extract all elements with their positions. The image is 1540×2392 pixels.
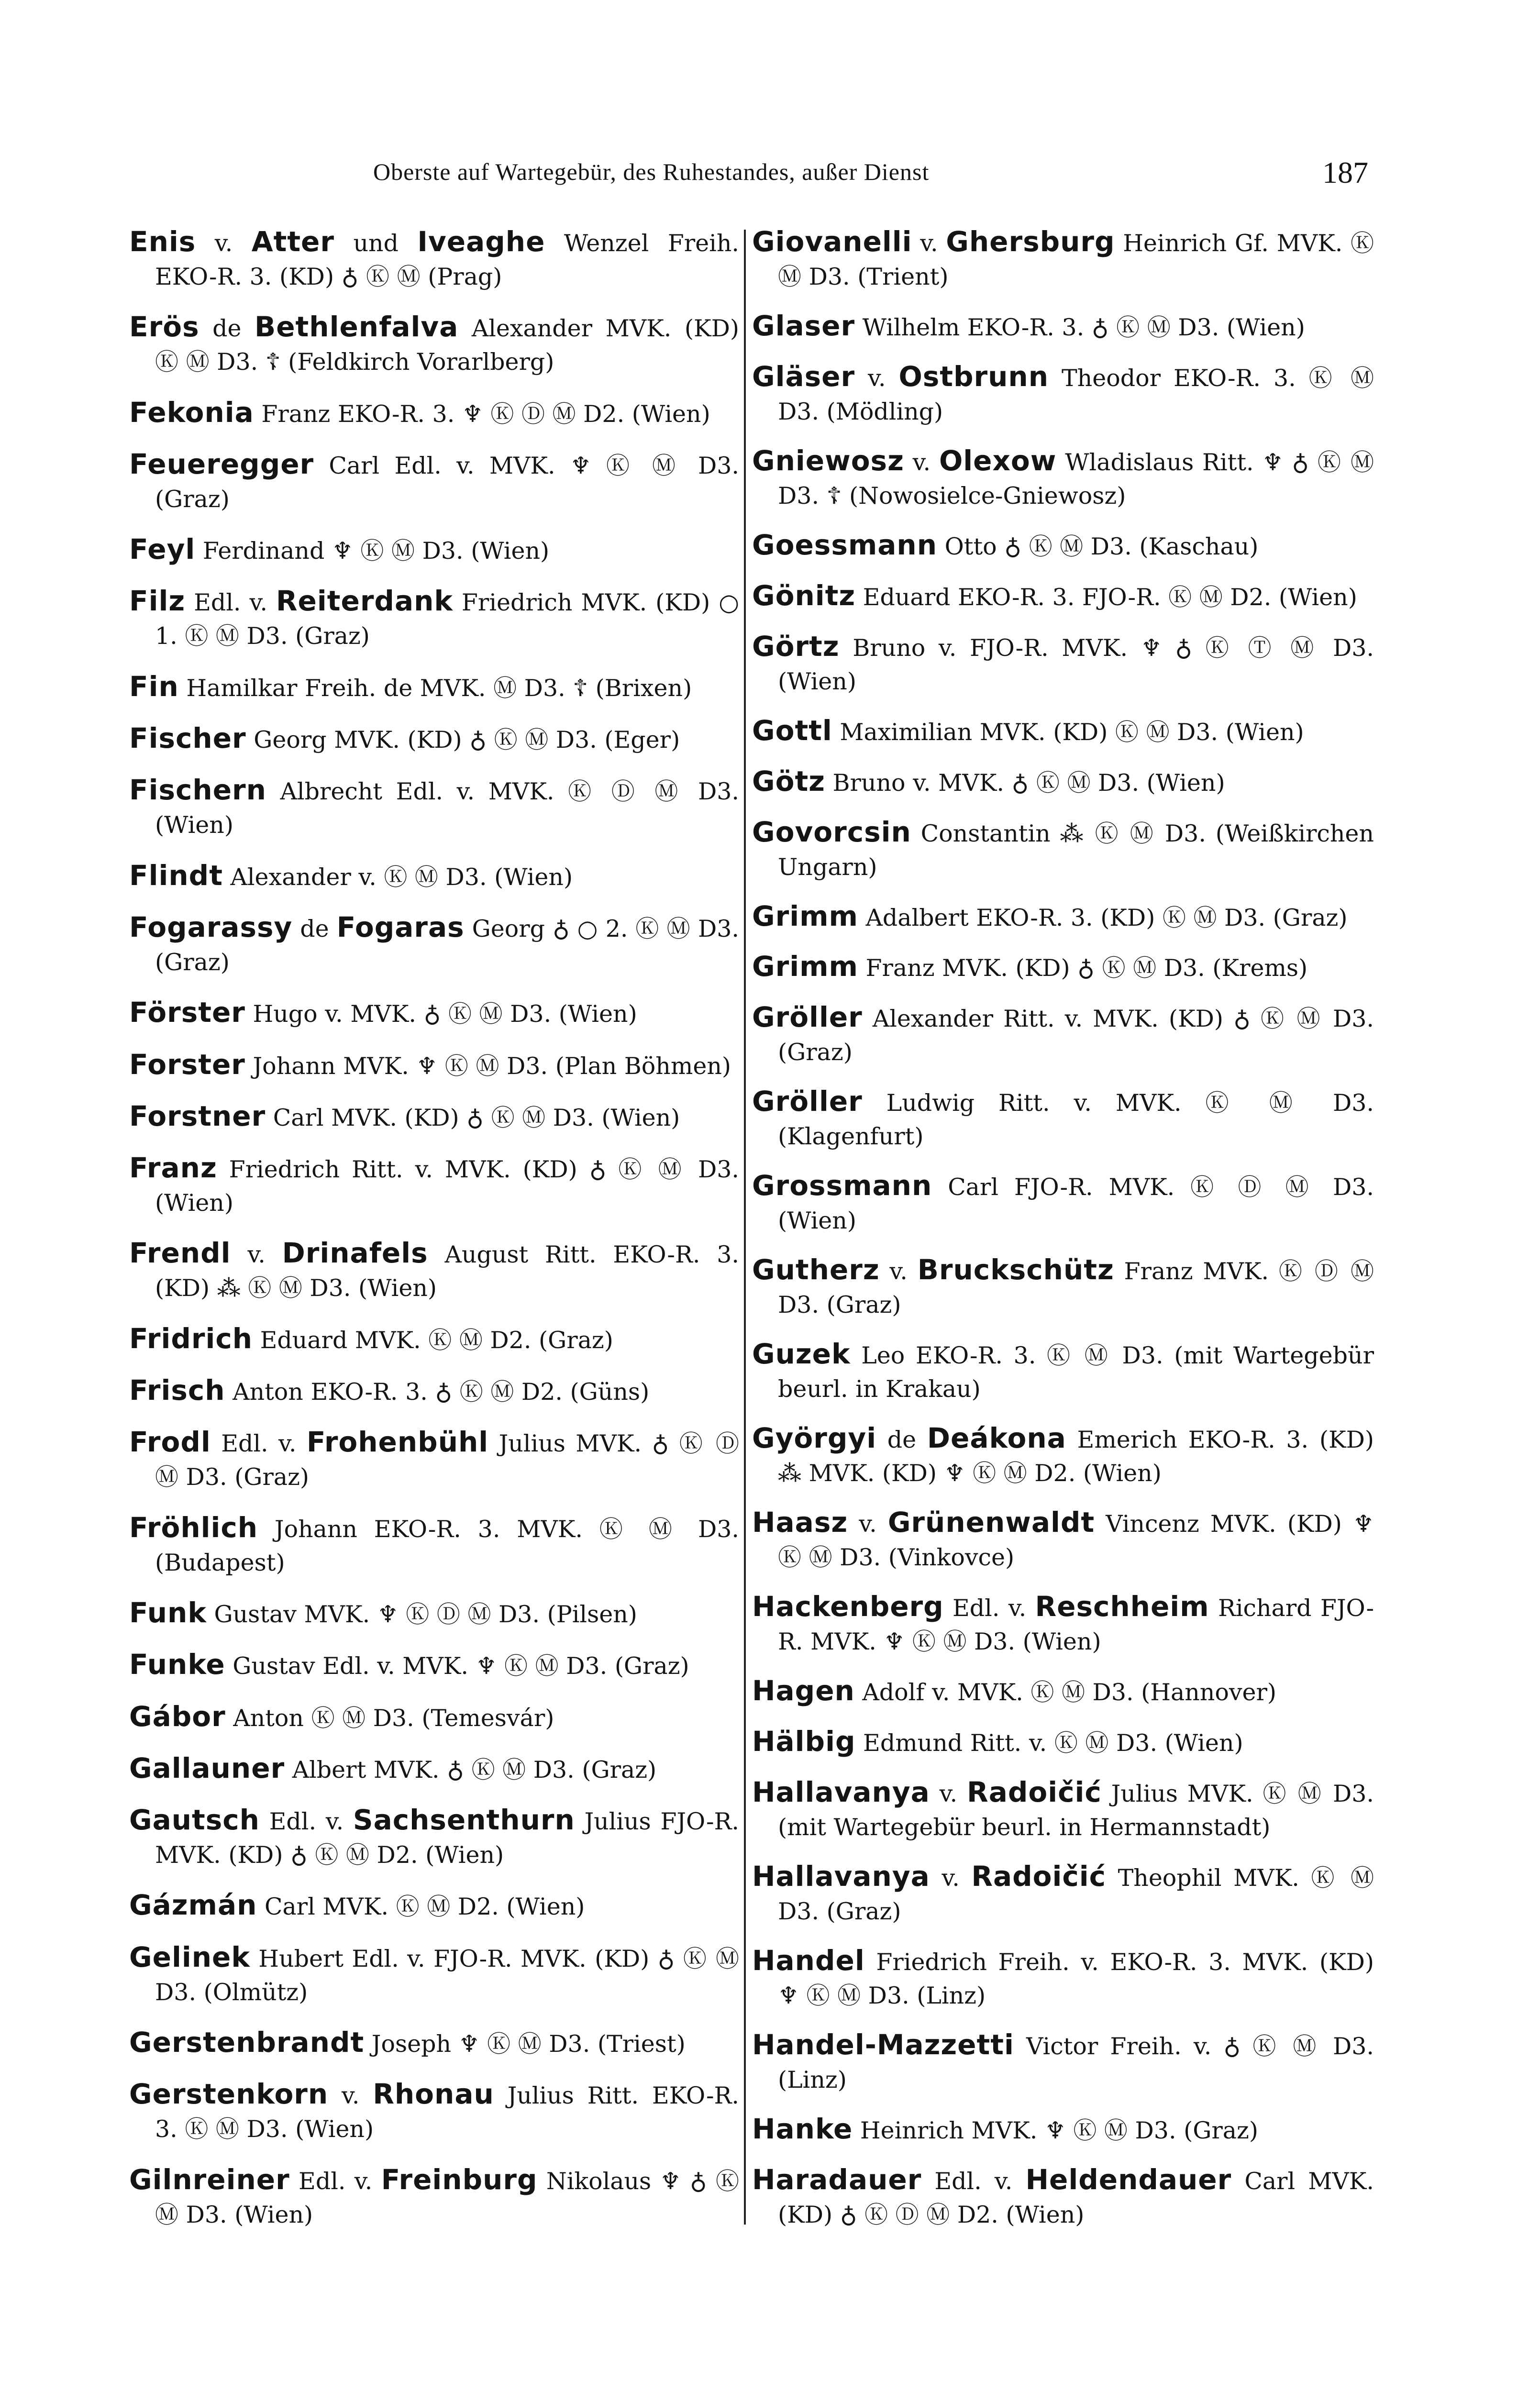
entry-details: August Ritt. EKO-R. 3. (KD) ⁂ Ⓚ Ⓜ D3. (Wien) xyxy=(155,1241,739,1302)
entry-details: Carl FJO-R. MVK. Ⓚ Ⓓ Ⓜ D3. (Wien) xyxy=(778,1174,1374,1235)
entry-surname: Hälbig xyxy=(752,1725,856,1758)
directory-entry xyxy=(752,360,1374,429)
entry-surname: Gábor xyxy=(129,1700,226,1733)
entry-details: Albert MVK. ♁ Ⓚ Ⓜ D3. (Graz) xyxy=(285,1756,657,1783)
entry-details: Gustav MVK. ♆ Ⓚ Ⓓ Ⓜ D3. (Pilsen) xyxy=(206,1600,637,1628)
entry-details: Franz MVK. (KD) ♁ Ⓚ Ⓜ D3. (Krems) xyxy=(858,954,1308,982)
entry-details: Julius MVK. ♁ Ⓚ Ⓓ Ⓜ D3. (Graz) xyxy=(155,1430,740,1491)
entry-surname: Frohenbühl xyxy=(306,1426,489,1459)
entry-surname: Haasz xyxy=(752,1506,848,1539)
directory-entry xyxy=(129,310,739,379)
entry-particle: und xyxy=(334,230,418,257)
directory-entry xyxy=(752,1169,1374,1238)
entry-surname: Forstner xyxy=(129,1099,266,1132)
directory-entry xyxy=(129,1596,739,1631)
directory-entry xyxy=(129,1425,739,1494)
entry-surname: Radoičić xyxy=(967,1775,1102,1808)
directory-entry xyxy=(129,1322,739,1357)
directory-entry xyxy=(129,1803,739,1872)
entry-surname: Reiterdank xyxy=(276,585,453,618)
page-header xyxy=(373,155,1368,196)
entry-surname: Gönitz xyxy=(752,579,856,612)
entry-surname: Gröller xyxy=(752,1001,863,1034)
directory-entry xyxy=(752,1421,1374,1490)
entry-surname: Reschheim xyxy=(1035,1590,1209,1623)
entry-surname: Gläser xyxy=(752,360,855,393)
entry-surname: Bruckschütz xyxy=(917,1253,1114,1286)
directory-entry xyxy=(752,2028,1374,2097)
entry-details: Carl MVK. Ⓚ Ⓜ D2. (Wien) xyxy=(257,1893,585,1921)
entry-particle: Edl. v. xyxy=(259,1808,353,1836)
entry-surname: Görtz xyxy=(752,630,840,663)
directory-entry xyxy=(129,584,739,653)
entry-surname: Erös xyxy=(129,310,199,343)
entry-surname: Govorcsin xyxy=(752,815,911,848)
entry-surname: Fin xyxy=(129,670,179,703)
entry-details: Emerich EKO-R. 3. (KD) ⁂ MVK. (KD) ♆ Ⓚ Ⓜ D2. (Wien) xyxy=(778,1426,1374,1487)
entry-surname: Gniewosz xyxy=(752,444,904,477)
entry-details: Eduard MVK. Ⓚ Ⓜ D2. (Graz) xyxy=(253,1326,613,1354)
entry-details: Friedrich Ritt. v. MVK. (KD) ♁ Ⓚ Ⓜ D3. (Wien) xyxy=(155,1156,739,1217)
directory-entry xyxy=(752,579,1374,614)
directory-entry xyxy=(752,764,1374,800)
entry-details: Johann MVK. ♆ Ⓚ Ⓜ D3. (Plan Böhmen) xyxy=(245,1052,731,1080)
entry-surname: Gilnreiner xyxy=(129,2163,290,2196)
entry-surname: Bethlenfalva xyxy=(255,310,459,343)
entry-surname: Giovanelli xyxy=(752,225,912,258)
directory-entry xyxy=(752,1253,1374,1322)
entry-details: Johann EKO-R. 3. MVK. Ⓚ Ⓜ D3. (Budapest) xyxy=(155,1515,739,1576)
entry-surname: Hanke xyxy=(752,2112,853,2145)
entry-surname: Filz xyxy=(129,585,186,618)
directory-entry xyxy=(129,910,739,979)
directory-entry xyxy=(129,2163,739,2232)
entry-surname: Handel-Mazzetti xyxy=(752,2028,1014,2061)
entry-details: Vincenz MVK. (KD) ♆ Ⓚ Ⓜ D3. (Vinkovce) xyxy=(778,1510,1374,1572)
entry-details: Adolf v. MVK. Ⓚ Ⓜ D3. (Hannover) xyxy=(854,1679,1277,1706)
entry-details: Eduard EKO-R. 3. FJO-R. Ⓚ Ⓜ D2. (Wien) xyxy=(855,583,1357,611)
entry-surname: Gerstenbrandt xyxy=(129,2026,365,2059)
entry-particle: Edl. v. xyxy=(921,2167,1026,2195)
entry-particle: v. xyxy=(855,364,899,392)
entry-surname: Frendl xyxy=(129,1237,231,1270)
entry-surname: Deákona xyxy=(927,1422,1066,1455)
entry-details: Hamilkar Freih. de MVK. Ⓜ D3. ☦ (Brixen) xyxy=(178,674,692,702)
entry-particle: v. xyxy=(328,2082,373,2110)
entry-surname: Iveaghe xyxy=(417,225,545,258)
running-head: Oberste auf Wartegebür, des Ruhestandes, außer Dienst xyxy=(373,158,930,185)
entry-surname: Grimm xyxy=(752,950,858,983)
page-number: 187 xyxy=(1322,155,1368,189)
entry-surname: Freinburg xyxy=(381,2163,538,2196)
entry-surname: Gallauner xyxy=(129,1751,285,1784)
entry-particle: v. xyxy=(930,1780,967,1807)
entry-surname: Haradauer xyxy=(752,2163,922,2196)
entry-details: Nikolaus ♆ ♁ Ⓚ Ⓜ D3. (Wien) xyxy=(155,2167,739,2228)
right-column xyxy=(752,225,1374,2232)
entry-particle: Edl. v. xyxy=(943,1595,1035,1622)
entry-surname: Forster xyxy=(129,1048,245,1081)
entry-details: Anton EKO-R. 3. ♁ Ⓚ Ⓜ D2. (Güns) xyxy=(225,1378,650,1406)
entry-surname: Guzek xyxy=(752,1338,851,1371)
entry-surname: Fogarassy xyxy=(129,910,293,943)
entry-details: Bruno v. FJO-R. MVK. ♆ ♁ Ⓚ Ⓣ Ⓜ D3. (Wien) xyxy=(778,634,1374,695)
entry-details: Julius MVK. Ⓚ Ⓜ D3. (mit Wartegebür beurl. in Hermannstadt) xyxy=(778,1780,1374,1841)
entry-surname: Götz xyxy=(752,764,825,797)
directory-entry xyxy=(129,396,739,431)
directory-entry xyxy=(129,996,739,1031)
directory-entry xyxy=(752,815,1374,884)
directory-entry xyxy=(129,2026,739,2061)
directory-entry xyxy=(752,1590,1374,1659)
entry-surname: Olexow xyxy=(939,444,1057,477)
entry-particle: v. xyxy=(231,1241,282,1269)
entry-details: Albrecht Edl. v. MVK. Ⓚ Ⓓ Ⓜ D3. (Wien) xyxy=(155,778,739,839)
entry-surname: Feueregger xyxy=(129,447,314,480)
directory-entry xyxy=(752,225,1374,294)
directory-entry xyxy=(752,1725,1374,1760)
entry-particle: v. xyxy=(904,448,939,476)
entry-particle: Edl. v. xyxy=(185,589,276,617)
directory-entry xyxy=(752,899,1374,935)
directory-entry xyxy=(752,950,1374,985)
entry-surname: Hallavanya xyxy=(752,1775,930,1808)
entry-details: Ludwig Ritt. v. MVK. Ⓚ Ⓜ D3. (Klagenfurt) xyxy=(778,1089,1374,1151)
entry-particle: v. xyxy=(196,230,252,257)
directory-entry xyxy=(129,1048,739,1083)
entry-surname: Sachsenthurn xyxy=(353,1804,575,1837)
entry-surname: Hallavanya xyxy=(752,1860,930,1893)
entry-details: Wladislaus Ritt. ♆ ♁ Ⓚ Ⓜ D3. ☦ (Nowosielce-Gniewosz) xyxy=(778,448,1374,509)
directory-entry xyxy=(129,1373,739,1409)
directory-entry xyxy=(129,1511,739,1580)
directory-entry xyxy=(129,859,739,894)
entry-details: Adalbert EKO-R. 3. (KD) Ⓚ Ⓜ D3. (Graz) xyxy=(858,904,1348,931)
entry-details: Victor Freih. v. ♁ Ⓚ Ⓜ D3. (Linz) xyxy=(778,2032,1374,2093)
entry-surname: Drinafels xyxy=(282,1237,428,1270)
directory-entry xyxy=(129,447,739,516)
entry-particle: de xyxy=(199,315,255,343)
directory-entry xyxy=(129,225,739,294)
entry-details: Theophil MVK. Ⓚ Ⓜ D3. (Graz) xyxy=(778,1864,1374,1925)
entry-details: Ferdinand ♆ Ⓚ Ⓜ D3. (Wien) xyxy=(195,537,550,565)
entry-surname: Fröhlich xyxy=(129,1511,258,1544)
entry-surname: Fekonia xyxy=(129,396,254,429)
entry-surname: Gutherz xyxy=(752,1253,880,1286)
directory-entry xyxy=(752,444,1374,513)
entry-surname: Fridrich xyxy=(129,1322,253,1355)
entry-details: Friedrich Freih. v. EKO-R. 3. MVK. (KD) ♆ Ⓚ Ⓜ D3. (Linz) xyxy=(778,1948,1374,2009)
entry-details: Georg ♁ ○ 2. Ⓚ Ⓜ D3. (Graz) xyxy=(155,915,739,976)
entry-surname: Grossmann xyxy=(752,1169,932,1202)
entry-details: Alexander MVK. (KD) Ⓚ Ⓜ D3. ☦ (Feldkirch Vorarlberg) xyxy=(155,315,739,376)
entry-particle: de xyxy=(876,1426,927,1454)
entry-details: Bruno v. MVK. ♁ Ⓚ Ⓜ D3. (Wien) xyxy=(825,769,1225,797)
directory-entry xyxy=(752,528,1374,564)
entry-surname: Hackenberg xyxy=(752,1590,944,1623)
entry-details: Georg MVK. (KD) ♁ Ⓚ Ⓜ D3. (Eger) xyxy=(246,726,680,754)
entry-surname: Hagen xyxy=(752,1674,855,1707)
entry-details: Leo EKO-R. 3. Ⓚ Ⓜ D3. (mit Wartegebür beurl. in Krakau) xyxy=(778,1342,1374,1403)
entry-surname: Förster xyxy=(129,996,245,1029)
directory-entry xyxy=(752,1775,1374,1844)
left-column xyxy=(129,225,739,2232)
entry-surname: Goessmann xyxy=(752,528,937,561)
entry-details: Carl MVK. (KD) ♁ Ⓚ Ⓓ Ⓜ D2. (Wien) xyxy=(778,2167,1374,2228)
directory-entry xyxy=(752,1944,1374,2013)
entry-particle: Edl. v. xyxy=(289,2167,381,2195)
entry-details: Carl MVK. (KD) ♁ Ⓚ Ⓜ D3. (Wien) xyxy=(266,1104,680,1131)
entry-surname: Ghersburg xyxy=(946,225,1115,258)
entry-surname: Gröller xyxy=(752,1085,863,1118)
entry-surname: Gottl xyxy=(752,714,832,747)
directory-entry xyxy=(129,2077,739,2146)
directory-entry xyxy=(752,2163,1374,2232)
entry-details: Wenzel Freih. EKO-R. 3. (KD) ♁ Ⓚ Ⓜ (Prag) xyxy=(155,230,739,290)
entry-surname: Radoičić xyxy=(971,1860,1107,1893)
directory-entry xyxy=(129,1648,739,1683)
entry-details: Richard FJO-R. MVK. ♆ Ⓚ Ⓜ D3. (Wien) xyxy=(778,1595,1374,1656)
entry-surname: Feyl xyxy=(129,533,196,566)
directory-entry xyxy=(752,1860,1374,1928)
entry-particle: de xyxy=(292,915,337,942)
entry-details: Anton Ⓚ Ⓜ D3. (Temesvár) xyxy=(225,1704,554,1732)
entry-surname: Ostbrunn xyxy=(898,360,1049,393)
entry-surname: Heldendauer xyxy=(1025,2163,1232,2196)
directory-entry xyxy=(129,773,739,842)
entry-details: Carl Edl. v. MVK. ♆ Ⓚ Ⓜ D3. (Graz) xyxy=(155,452,740,513)
entry-details: Theodor EKO-R. 3. Ⓚ Ⓜ D3. (Mödling) xyxy=(778,364,1374,425)
entry-surname: Handel xyxy=(752,1944,865,1977)
entry-surname: Fischer xyxy=(129,722,246,755)
directory-entry xyxy=(129,1940,739,2009)
directory-entry xyxy=(129,1700,739,1735)
directory-entry xyxy=(752,630,1374,698)
entry-particle: v. xyxy=(912,230,946,257)
entry-details: Julius FJO-R. MVK. (KD) ♁ Ⓚ Ⓜ D2. (Wien) xyxy=(155,1808,739,1869)
directory-entry xyxy=(129,670,739,705)
entry-surname: Funke xyxy=(129,1648,225,1681)
entry-details: Wilhelm EKO-R. 3. ♁ Ⓚ Ⓜ D3. (Wien) xyxy=(855,313,1305,341)
entry-details: Gustav Edl. v. MVK. ♆ Ⓚ Ⓜ D3. (Graz) xyxy=(225,1652,689,1680)
directory-entry xyxy=(752,1506,1374,1574)
entry-details: Constantin ⁂ Ⓚ Ⓜ D3. (Weißkirchen Ungarn) xyxy=(778,819,1374,881)
entry-details: Alexander v. Ⓚ Ⓜ D3. (Wien) xyxy=(222,863,573,891)
entry-details: Maximilian MVK. (KD) Ⓚ Ⓜ D3. (Wien) xyxy=(832,718,1304,746)
entry-surname: Frisch xyxy=(129,1374,225,1407)
directory-entry xyxy=(752,1674,1374,1709)
directory-entry xyxy=(129,1099,739,1135)
entry-surname: Gautsch xyxy=(129,1804,260,1837)
entry-surname: Fischern xyxy=(129,774,266,807)
directory-entry xyxy=(129,532,739,568)
directory-entry xyxy=(129,1888,739,1924)
entry-surname: Rhonau xyxy=(373,2078,494,2111)
entry-surname: Frodl xyxy=(129,1426,211,1459)
entry-surname: Enis xyxy=(129,225,196,258)
entry-surname: Glaser xyxy=(752,309,855,342)
directory-entry xyxy=(129,1236,739,1305)
entry-surname: Grimm xyxy=(752,899,858,932)
directory-entry xyxy=(752,309,1374,344)
entry-surname: Gerstenkorn xyxy=(129,2078,329,2111)
entry-surname: Gelinek xyxy=(129,1940,250,1973)
directory-entry xyxy=(129,1151,739,1220)
entry-details: Edmund Ritt. v. Ⓚ Ⓜ D3. (Wien) xyxy=(855,1729,1243,1757)
entry-details: Joseph ♆ Ⓚ Ⓜ D3. (Triest) xyxy=(364,2030,686,2058)
directory-entry xyxy=(129,1751,739,1787)
directory-entry xyxy=(752,1337,1374,1406)
directory-entry xyxy=(129,721,739,757)
entry-surname: Flindt xyxy=(129,859,223,892)
entry-surname: Györgyi xyxy=(752,1422,877,1455)
entry-particle: v. xyxy=(879,1258,918,1285)
entry-surname: Franz xyxy=(129,1152,217,1185)
directory-entry xyxy=(752,1000,1374,1069)
entry-surname: Gázmán xyxy=(129,1889,257,1922)
directory-entry xyxy=(752,714,1374,749)
entry-details: Friedrich MVK. (KD) ○ 1. Ⓚ Ⓜ D3. (Graz) xyxy=(155,589,739,650)
entry-particle: Edl. v. xyxy=(211,1430,307,1458)
directory-entry xyxy=(752,1085,1374,1153)
entry-details: Hugo v. MVK. ♁ Ⓚ Ⓜ D3. (Wien) xyxy=(245,1000,637,1028)
entry-surname: Funk xyxy=(129,1596,207,1629)
entry-details: Heinrich MVK. ♆ Ⓚ Ⓜ D3. (Graz) xyxy=(853,2116,1258,2144)
entry-details: Otto ♁ Ⓚ Ⓜ D3. (Kaschau) xyxy=(937,532,1259,560)
directory-entry xyxy=(752,2112,1374,2148)
entry-particle: v. xyxy=(848,1510,888,1538)
entry-details: Franz MVK. Ⓚ Ⓓ Ⓜ D3. (Graz) xyxy=(778,1258,1374,1319)
entry-details: Hubert Edl. v. FJO-R. MVK. (KD) ♁ Ⓚ Ⓜ D3. (Olmütz) xyxy=(155,1945,739,2006)
entry-surname: Grünenwaldt xyxy=(887,1506,1095,1539)
column-divider xyxy=(744,230,746,2225)
entry-surname: Fogaras xyxy=(336,910,465,943)
entry-details: Franz EKO-R. 3. ♆ Ⓚ Ⓓ Ⓜ D2. (Wien) xyxy=(254,400,710,428)
entry-details: Heinrich Gf. MVK. Ⓚ Ⓜ D3. (Trient) xyxy=(778,230,1374,290)
entry-surname: Atter xyxy=(251,225,334,258)
entry-details: Alexander Ritt. v. MVK. (KD) ♁ Ⓚ Ⓜ D3. (Graz) xyxy=(778,1005,1374,1066)
entry-particle: v. xyxy=(930,1864,972,1892)
entry-details: Julius Ritt. EKO-R. 3. Ⓚ Ⓜ D3. (Wien) xyxy=(155,2082,739,2143)
